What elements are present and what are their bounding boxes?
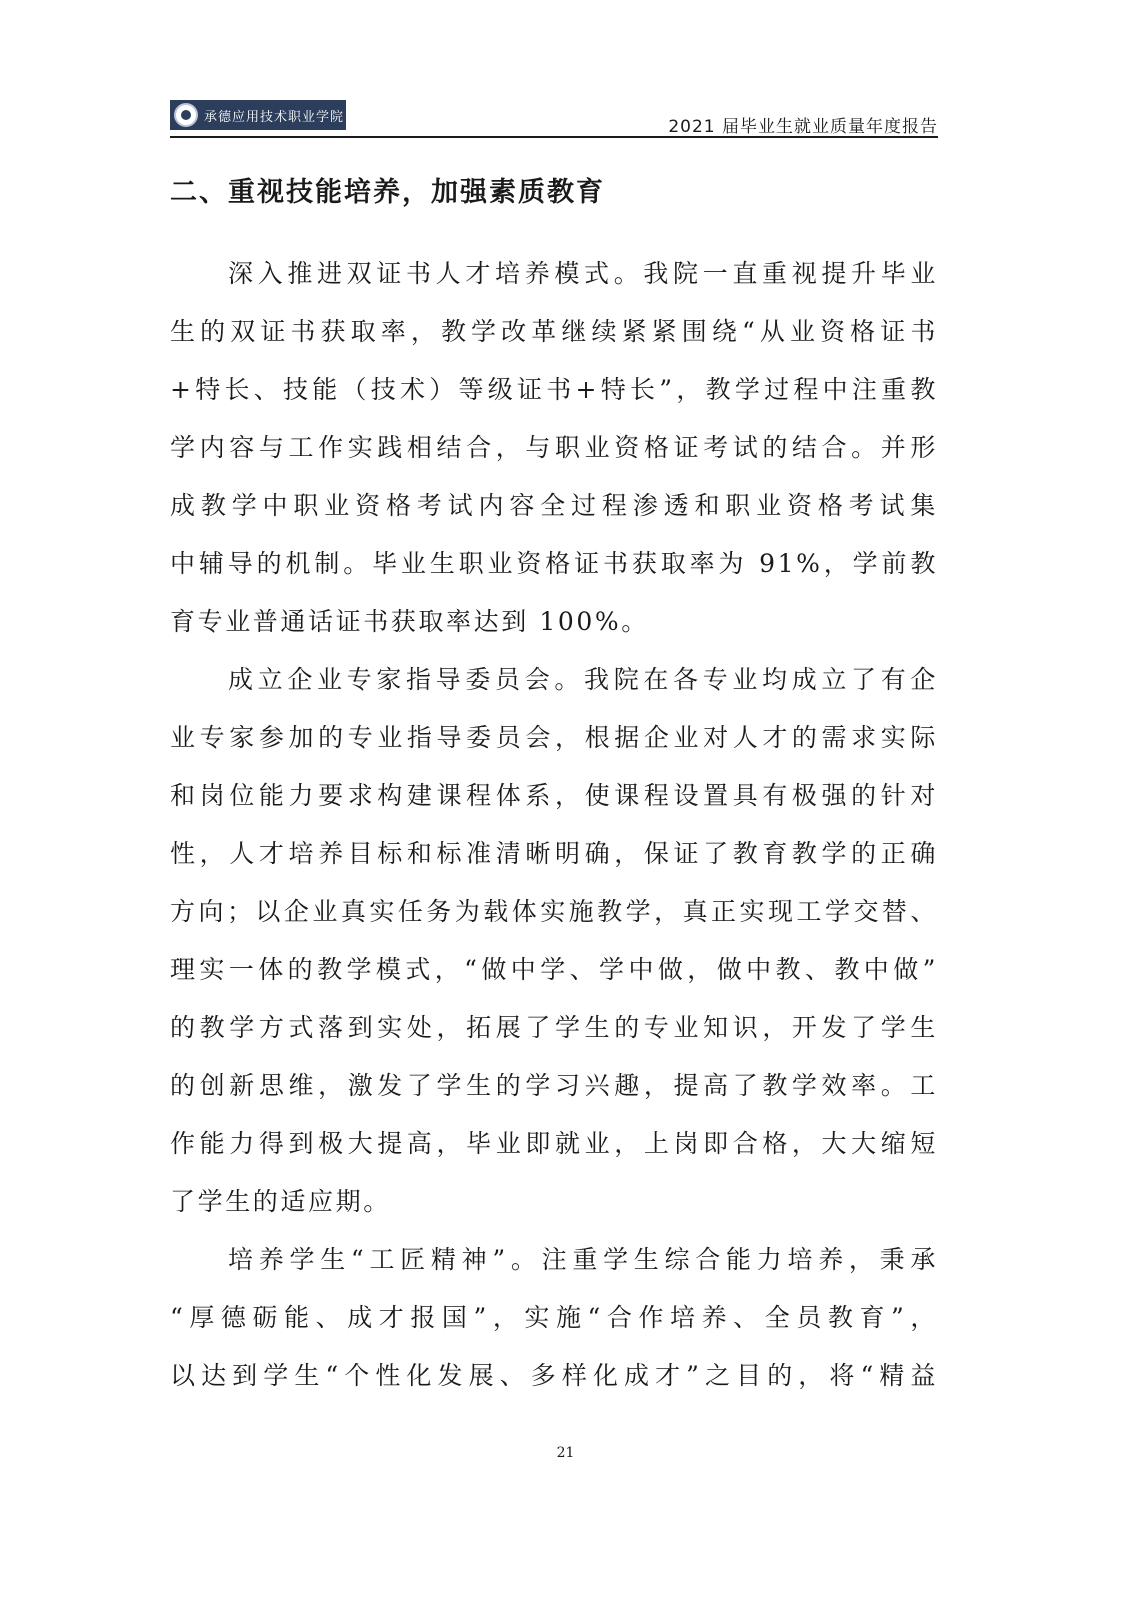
paragraph — [170, 1240, 938, 1414]
text-line: 的教学方式落到实处，拓展了学生的专业知识，开发了学生 — [170, 1013, 938, 1042]
text-line: +特长、技能（技术）等级证书+特长”，教学过程中注重教 — [170, 375, 938, 404]
page-header — [170, 98, 938, 138]
college-name: 承德应用技术职业学院 — [204, 109, 345, 125]
college-emblem-icon — [174, 103, 198, 127]
text-line: 育专业普通话证书获取率达到 100%。 — [170, 607, 649, 636]
text-line: 培养学生“工匠精神”。注重学生综合能力培养，秉承 — [228, 1245, 938, 1274]
text-line: 和岗位能力要求构建课程体系，使课程设置具有极强的针对 — [170, 781, 938, 810]
text-line: 深入推进双证书人才培养模式。我院一直重视提升毕业 — [228, 259, 938, 288]
text-line: 成立企业专家指导委员会。我院在各专业均成立了有企 — [228, 665, 938, 694]
paragraph — [170, 254, 938, 660]
text-line: 成教学中职业资格考试内容全过程渗透和职业资格考试集 — [170, 491, 938, 520]
page-number: 21 — [556, 1445, 575, 1461]
text-line: 以达到学生“个性化发展、多样化成才”之目的，将“精益 — [170, 1361, 938, 1390]
text-line: 中辅导的机制。毕业生职业资格证书获取率为 91%，学前教 — [170, 549, 938, 578]
text-line: 的创新思维，激发了学生的学习兴趣，提高了教学效率。工 — [170, 1071, 938, 1100]
text-line: “厚德砺能、成才报国”，实施“合作培养、全员教育”， — [170, 1303, 938, 1332]
college-logo — [170, 100, 346, 130]
text-line: 理实一体的教学模式，“做中学、学中做，做中教、教中做” — [170, 955, 938, 984]
text-line: 业专家参加的专业指导委员会，根据企业对人才的需求实际 — [170, 723, 938, 752]
text-line: 生的双证书获取率，教学改革继续紧紧围绕“从业资格证书 — [170, 317, 938, 346]
body-text — [170, 254, 938, 1414]
section-heading: 二、重视技能培养，加强素质教育 — [170, 177, 605, 208]
text-line: 学内容与工作实践相结合，与职业资格证考试的结合。并形 — [170, 433, 938, 462]
report-title: 2021 届毕业生就业质量年度报告 — [668, 117, 938, 137]
text-line: 性，人才培养目标和标准清晰明确，保证了教育教学的正确 — [170, 839, 938, 868]
text-line: 作能力得到极大提高，毕业即就业，上岗即合格，大大缩短 — [170, 1129, 938, 1158]
text-line: 了学生的适应期。 — [170, 1187, 391, 1216]
text-line: 方向；以企业真实任务为载体实施教学，真正实现工学交替、 — [170, 897, 938, 926]
paragraph — [170, 660, 938, 1240]
